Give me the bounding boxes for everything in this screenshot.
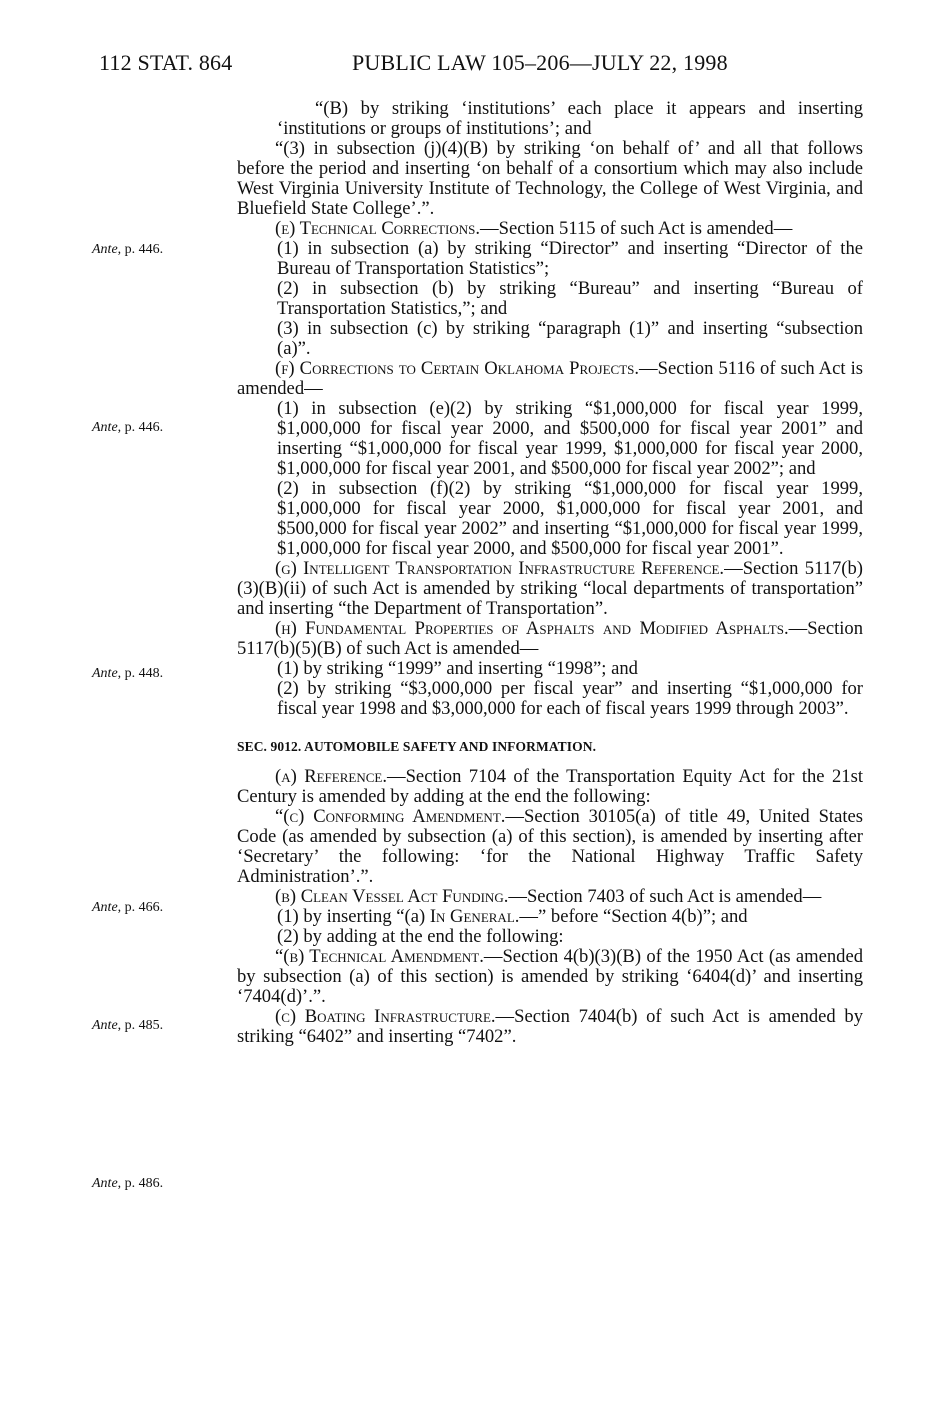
paragraph: “(3) in subsection (j)(4)(B) by striking ‘on behalf of’ and all that follows before the period and inserting ‘on behalf of a consortium which may also include West Virginia University Institute of Technology, the College of West Virginia, and Bluefield State College’.”.: [237, 138, 863, 219]
margin-note-page: , p. 448.: [117, 666, 164, 681]
margin-note-page: , p. 446.: [117, 242, 164, 257]
subsection-heading: (e) Technical Corrections.: [275, 218, 481, 239]
paragraph: (2) in subsection (b) by striking “Bureau” and inserting “Bureau of Transportation Statistics,”; and: [277, 278, 863, 319]
subsection-heading: (f) Corrections to Certain Oklahoma Projects.: [275, 358, 640, 379]
margin-note-page: , p. 486.: [117, 1176, 164, 1191]
margin-note-label: Ante: [92, 1018, 118, 1033]
subsection-heading: (a) Reference.: [275, 766, 387, 787]
paragraph: [237, 907, 863, 927]
paragraph: (1) in subsection (e)(2) by striking “$1,000,000 for fiscal year 1999, $1,000,000 for fiscal year 2000, and $500,000 for fiscal year 2001” and inserting “$1,000,000 for fiscal year 1999, $1,000,000 for fiscal year 2000, $1,000,000 for fiscal year 2001, and $500,000 for fiscal year 2002”; and: [277, 398, 863, 479]
subsection-heading: “(c) Conforming Amendment.: [275, 806, 506, 827]
statute-body: [237, 99, 863, 1047]
subsection-text: —Section 4(b)(3)(B) of the 1950 Act (as amended by subsection (a) of this section) is amended by striking ‘6404(d)’ and inserting ‘7404(d)’.”.: [237, 946, 864, 1007]
page-header-law: PUBLIC LAW 105–206—JULY 22, 1998: [352, 50, 728, 75]
subsection-heading: (c) Boating Infrastructure.: [275, 1006, 496, 1027]
section-heading: SEC. 9012. AUTOMOBILE SAFETY AND INFORMATION.: [237, 739, 597, 754]
subsection-heading: (b) Clean Vessel Act Funding.: [275, 886, 509, 907]
subsection-text: —Section 7104 of the Transportation Equity Act for the 21st Century is amended by adding at the end the following:: [237, 766, 863, 807]
subsection-b: [237, 887, 863, 907]
margin-note: [92, 1176, 163, 1192]
paragraph: (1) by striking “1999” and inserting “1998”; and: [277, 658, 638, 679]
paragraph-text: .—” before “Section 4(b)”; and: [514, 906, 748, 927]
paragraph: (2) by striking “$3,000,000 per fiscal year” and inserting “$1,000,000 for fiscal year 1998 and $3,000,000 for each of fiscal years 1999 through 2003”.: [277, 678, 863, 719]
subsection-c: [237, 1007, 863, 1047]
margin-note-page: , p. 485.: [117, 1018, 164, 1033]
margin-note-page: , p. 446.: [117, 420, 164, 435]
subsection-h: [237, 619, 863, 659]
subsection-e: [237, 219, 863, 239]
margin-note-label: Ante: [92, 666, 118, 681]
margin-note-label: Ante: [92, 900, 118, 915]
page-header-stat: 112 STAT. 864: [99, 50, 233, 75]
subsection-text: —Section 7404(b) of such Act is amended by striking “6402” and inserting “7402”.: [237, 1006, 863, 1047]
margin-note: [92, 1018, 163, 1034]
subsection-text: —Section 5117(b)(5)(B) of such Act is amended—: [237, 618, 863, 659]
quoted-amendment: [237, 947, 863, 1007]
paragraph-text: (1) by inserting “(a): [277, 906, 430, 927]
subsection-heading: (g) Intelligent Transportation Infrastructure Reference.: [275, 558, 725, 579]
subsection-text: —Section 5115 of such Act is amended—: [480, 218, 793, 239]
quoted-amendment: [237, 807, 863, 887]
paragraph: (2) by adding at the end the following:: [277, 926, 564, 947]
inline-heading: In General: [429, 906, 515, 927]
subsection-f: [237, 359, 863, 399]
paragraph: (2) in subsection (f)(2) by striking “$1,000,000 for fiscal year 1999, $1,000,000 for fiscal year 2000, $1,000,000 for fiscal year 2001, and $500,000 for fiscal year 2002” and inserting “$1,000,000 for fiscal year 1999, $1,000,000 for fiscal year 2000, and $500,000 for fiscal year 2001”.: [277, 478, 863, 559]
subsection-a: [237, 767, 863, 807]
paragraph: (1) in subsection (a) by striking “Director” and inserting “Director of the Bureau of Transportation Statistics”;: [277, 238, 863, 279]
subsection-text: —Section 30105(a) of title 49, United States Code (as amended by subsection (a) of this section), is amended by inserting after ‘Secretary’ the following: ‘for the National Highway Traffic Safety Administration’.”.: [237, 806, 863, 887]
subsection-text: —Section 7403 of such Act is amended—: [508, 886, 822, 907]
paragraph: (3) in subsection (c) by striking “paragraph (1)” and inserting “subsection (a)”.: [277, 318, 863, 359]
subsection-heading: “(b) Technical Amendment.: [275, 946, 484, 967]
margin-note: [92, 900, 163, 916]
margin-note-label: Ante: [92, 242, 118, 257]
margin-note: [92, 420, 163, 436]
margin-note: [92, 242, 163, 258]
subsection-text: —Section 5117(b)(3)(B)(ii) of such Act is amended by striking “local departments of transportation” and inserting “the Department of Transportation”.: [237, 558, 863, 619]
subsection-g: [237, 559, 863, 619]
paragraph: “(B) by striking ‘institutions’ each place it appears and inserting ‘institutions or groups of institutions’; and: [277, 98, 863, 139]
subsection-heading: (h) Fundamental Properties of Asphalts and Modified Asphalts.: [275, 618, 789, 639]
margin-note: [92, 666, 163, 682]
subsection-text: —Section 5116 of such Act is amended—: [237, 358, 863, 399]
margin-note-page: , p. 466.: [117, 900, 164, 915]
margin-note-label: Ante: [92, 1176, 118, 1191]
margin-note-label: Ante: [92, 420, 118, 435]
